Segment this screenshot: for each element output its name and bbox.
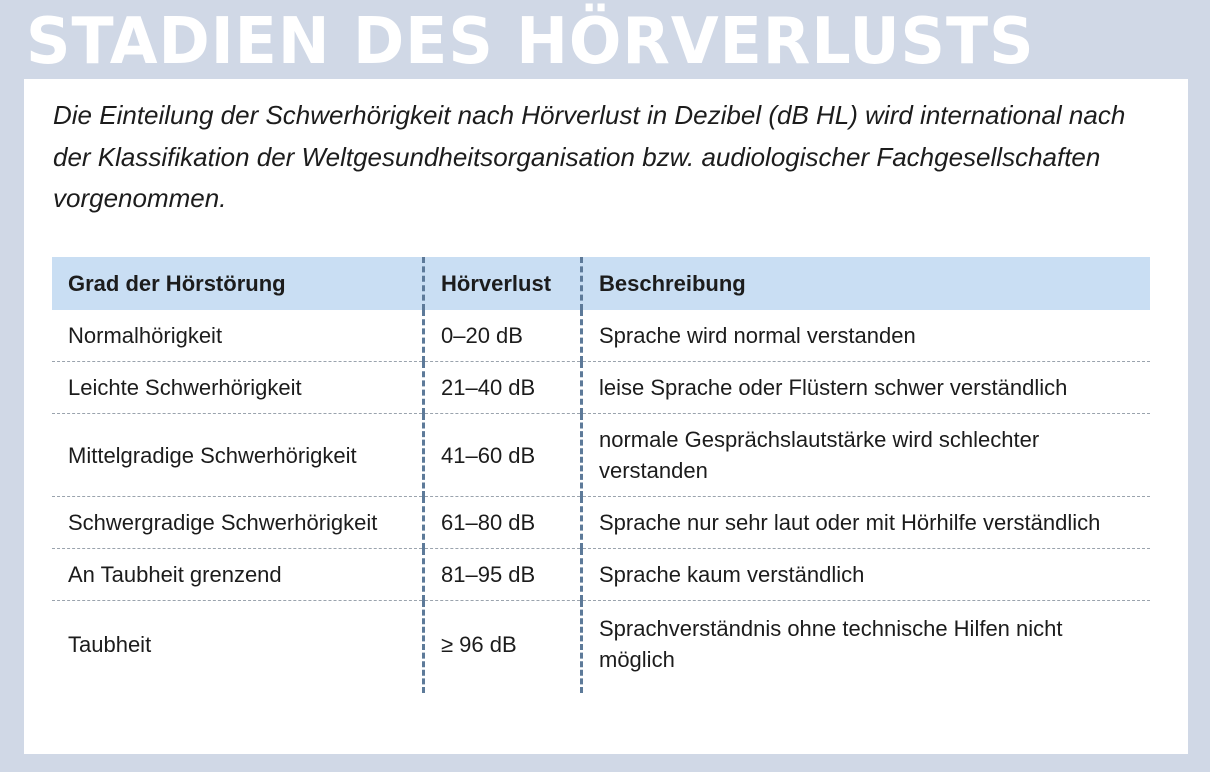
table-row [52,362,1150,414]
cell-grade: Schwergradige Schwerhörigkeit [52,497,424,549]
cell-grade: Mittelgradige Schwerhörigkeit [52,414,424,497]
cell-loss: 0–20 dB [424,310,582,362]
cell-description: Sprache nur sehr laut oder mit Hörhilfe verständlich [599,510,1101,535]
cell-description: Sprache kaum verständlich [599,562,865,587]
table-row [52,601,1150,694]
cell-grade: Taubheit [52,601,424,694]
content-panel [24,79,1188,754]
header-grade: Grad der Hörstörung [52,257,424,310]
cell-grade: An Taubheit grenzend [52,549,424,601]
hearing-loss-table [52,257,1150,693]
header-loss: Hörverlust [424,257,582,310]
cell-description: Sprachverständnis ohne technische Hilfen nicht möglich [599,616,1063,672]
cell-grade: Leichte Schwerhörigkeit [52,362,424,414]
intro-text: Die Einteilung der Schwerhörigkeit nach Hörverlust in Dezibel (dB HL) wird international nach der Klassifikation der Weltgesundheitsorganisation bzw. audiologischer Fachgesellschaften vorgenommen. [53,100,1126,213]
table-row [52,497,1150,549]
cell-loss: ≥ 96 dB [424,601,582,694]
table-row [52,310,1150,362]
cell-loss: 21–40 dB [424,362,582,414]
header-description: Beschreibung [582,257,1151,310]
cell-loss: 41–60 dB [424,414,582,497]
cell-description: Sprache wird normal verstanden [599,323,916,348]
cell-description: leise Sprache oder Flüstern schwer verständlich [599,375,1068,400]
cell-description: normale Gesprächslautstärke wird schlechter verstanden [599,427,1040,483]
table-header-row [52,257,1150,310]
table-row [52,414,1150,497]
page-title: STADIEN DES HÖRVERLUSTS [26,5,1035,79]
cell-loss: 81–95 dB [424,549,582,601]
cell-loss: 61–80 dB [424,497,582,549]
table-row [52,549,1150,601]
cell-grade: Normalhörigkeit [52,310,424,362]
